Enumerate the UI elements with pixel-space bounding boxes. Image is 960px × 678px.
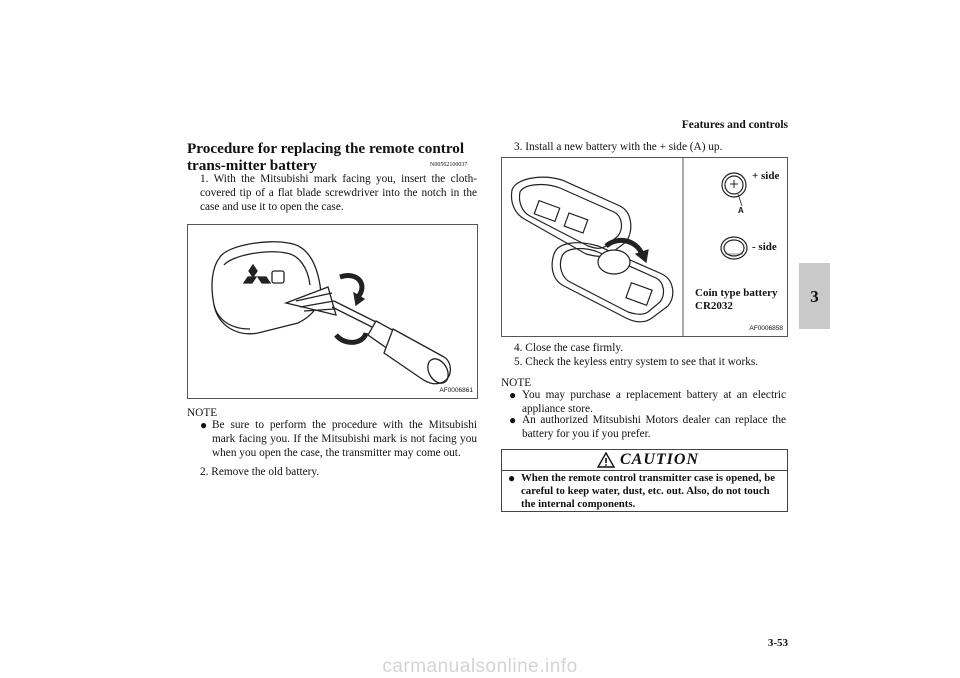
watermark: carmanualsonline.info <box>382 656 578 677</box>
bullet-icon: ● <box>509 388 517 402</box>
a-label: A <box>738 206 744 215</box>
battery-type-label <box>695 287 778 313</box>
chapter-tab <box>799 263 830 329</box>
bullet-icon: ● <box>200 418 208 432</box>
caution-header <box>502 450 787 471</box>
plus-side-label: + side <box>752 170 780 182</box>
note-label: NOTE <box>187 407 218 419</box>
bullet-icon: ● <box>508 471 516 485</box>
note-item <box>200 418 477 460</box>
step-2: 2. Remove the old battery. <box>200 466 320 478</box>
section-heading: Procedure for replacing the remote control trans-mitter battery <box>187 140 465 174</box>
note-text: An authorized Mitsubishi Motors dealer can replace the battery for you if you prefer. <box>522 414 786 440</box>
caution-body-text: When the remote control transmitter case is opened, be careful to keep water, dust, etc. out. Also, do not touch the internal components. <box>521 472 775 510</box>
battery-type-line1: Coin type battery <box>695 287 778 299</box>
warning-triangle-icon <box>597 452 615 468</box>
minus-side-label: - side <box>752 241 777 253</box>
caution-text <box>508 472 782 511</box>
battery-type-line2: CR2032 <box>695 300 733 312</box>
caution-box <box>501 449 788 512</box>
figure-label: AF0006861 <box>439 387 473 394</box>
note-text: You may purchase a replacement battery at an electric appliance store. <box>522 389 786 415</box>
chapter-number: 3 <box>810 287 819 306</box>
step-5: 5. Check the keyless entry system to see that it works. <box>514 356 759 368</box>
caution-title: CAUTION <box>620 451 700 468</box>
section-code: N00562100037 <box>430 162 468 168</box>
step-1: 1. With the Mitsubishi mark facing you, insert the cloth-covered tip of a flat blade screwdriver into the notch in the case and use it to open the case. <box>200 173 477 213</box>
figure-screwdriver <box>187 224 478 399</box>
section-title: Features and controls <box>681 119 788 131</box>
key-screwdriver-illustration <box>188 225 477 398</box>
note-label: NOTE <box>501 377 532 389</box>
step-4: 4. Close the case firmly. <box>514 342 624 354</box>
note-text: Be sure to perform the procedure with the Mitsubishi mark facing you. If the Mitsubishi mark is not facing you when you open the case, the transmitter may come out. <box>212 419 477 459</box>
step-3: 3. Install a new battery with the + side (A) up. <box>514 141 723 153</box>
bullet-icon: ● <box>509 413 517 427</box>
figure-battery <box>501 157 788 337</box>
figure-label: AF0006858 <box>749 325 783 332</box>
note-item <box>509 413 786 441</box>
page-number: 3-53 <box>767 637 788 649</box>
note-item <box>509 388 786 416</box>
